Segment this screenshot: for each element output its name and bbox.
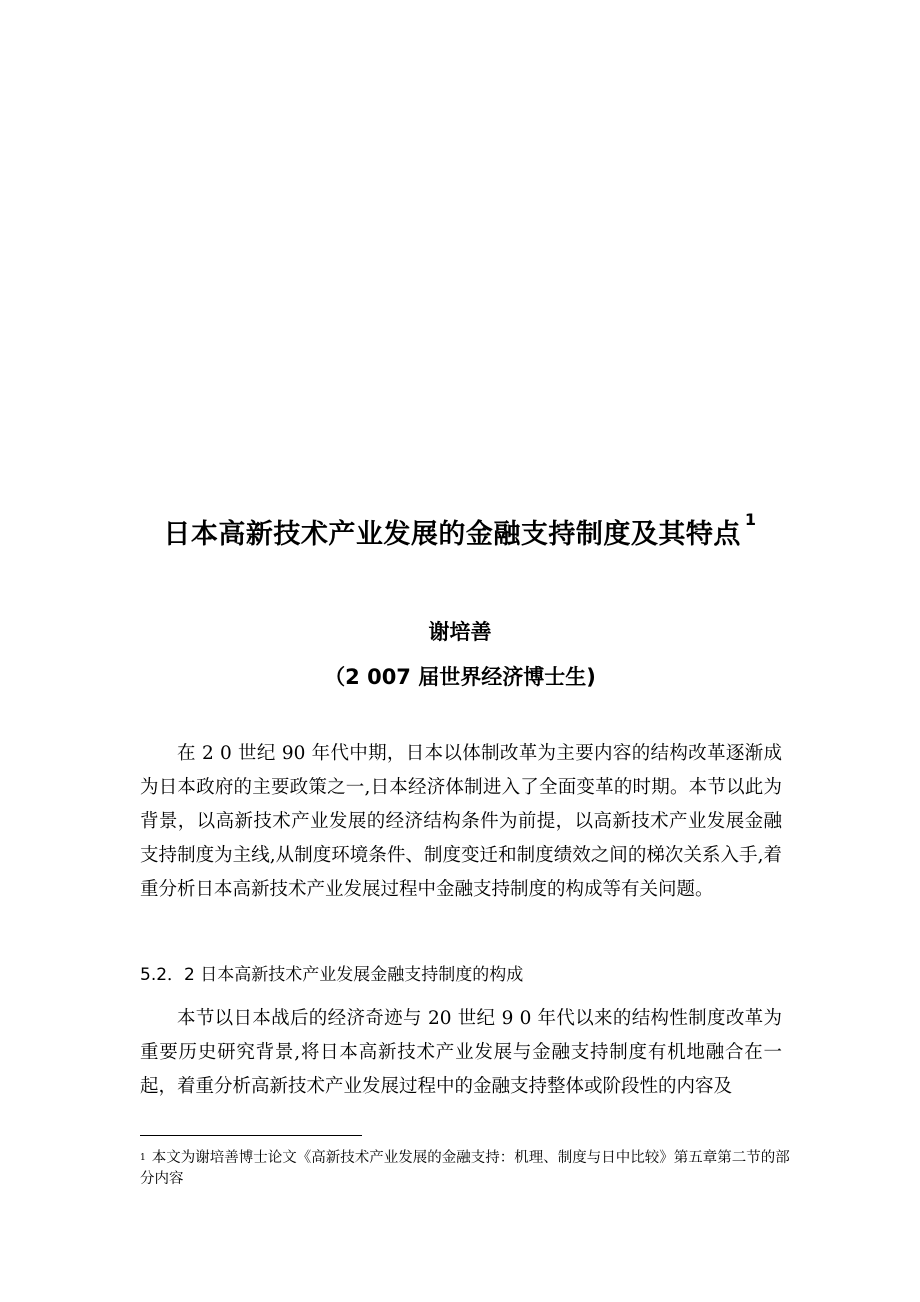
title-text: 日本高新技术产业发展的金融支持制度及其特点	[163, 519, 741, 550]
body-paragraph-2: 本节以日本战后的经济奇迹与 20 世纪 9 0 年代以来的结构性制度改革为重要历史研究背景,将日本高新技术产业发展与金融支持制度有机地融合在一起，着重分析高新技术产业发展过程中的金融支持整体或阶段性的内容及	[140, 1008, 782, 1097]
footnote-text: 本文为谢培善博士论文《高新技术产业发展的金融支持：机理、制度与日中比较》第五章第二节的部分内容	[140, 1150, 790, 1187]
body-paragraph-1: 在 2 0 世纪 90 年代中期，日本以体制改革为主要内容的结构改革逐渐成为日本政府的主要政策之一,日本经济体制进入了全面变革的时期。本节以此为背景，以高新技术产业发展的经济结构条件为前提，以高新技术产业发展金融支持制度为主线,从制度环境条件、制度变迁和制度绩效之间的梯次关系入手,着重分析日本高新技术产业发展过程中金融支持制度的构成等有关问题。	[140, 743, 782, 900]
footnote-separator	[140, 1135, 362, 1136]
author-name: 谢培善	[428, 620, 492, 644]
footnote-marker: 1	[140, 1153, 146, 1163]
author-affiliation: （2 007 届世界经济博士生)	[324, 665, 596, 689]
document-title	[0, 512, 920, 551]
title-footnote-marker[interactable]: 1	[744, 510, 757, 529]
section-heading: 5.2．2 日本高新技术产业发展金融支持制度的构成	[140, 965, 524, 985]
footnote	[140, 1148, 790, 1190]
